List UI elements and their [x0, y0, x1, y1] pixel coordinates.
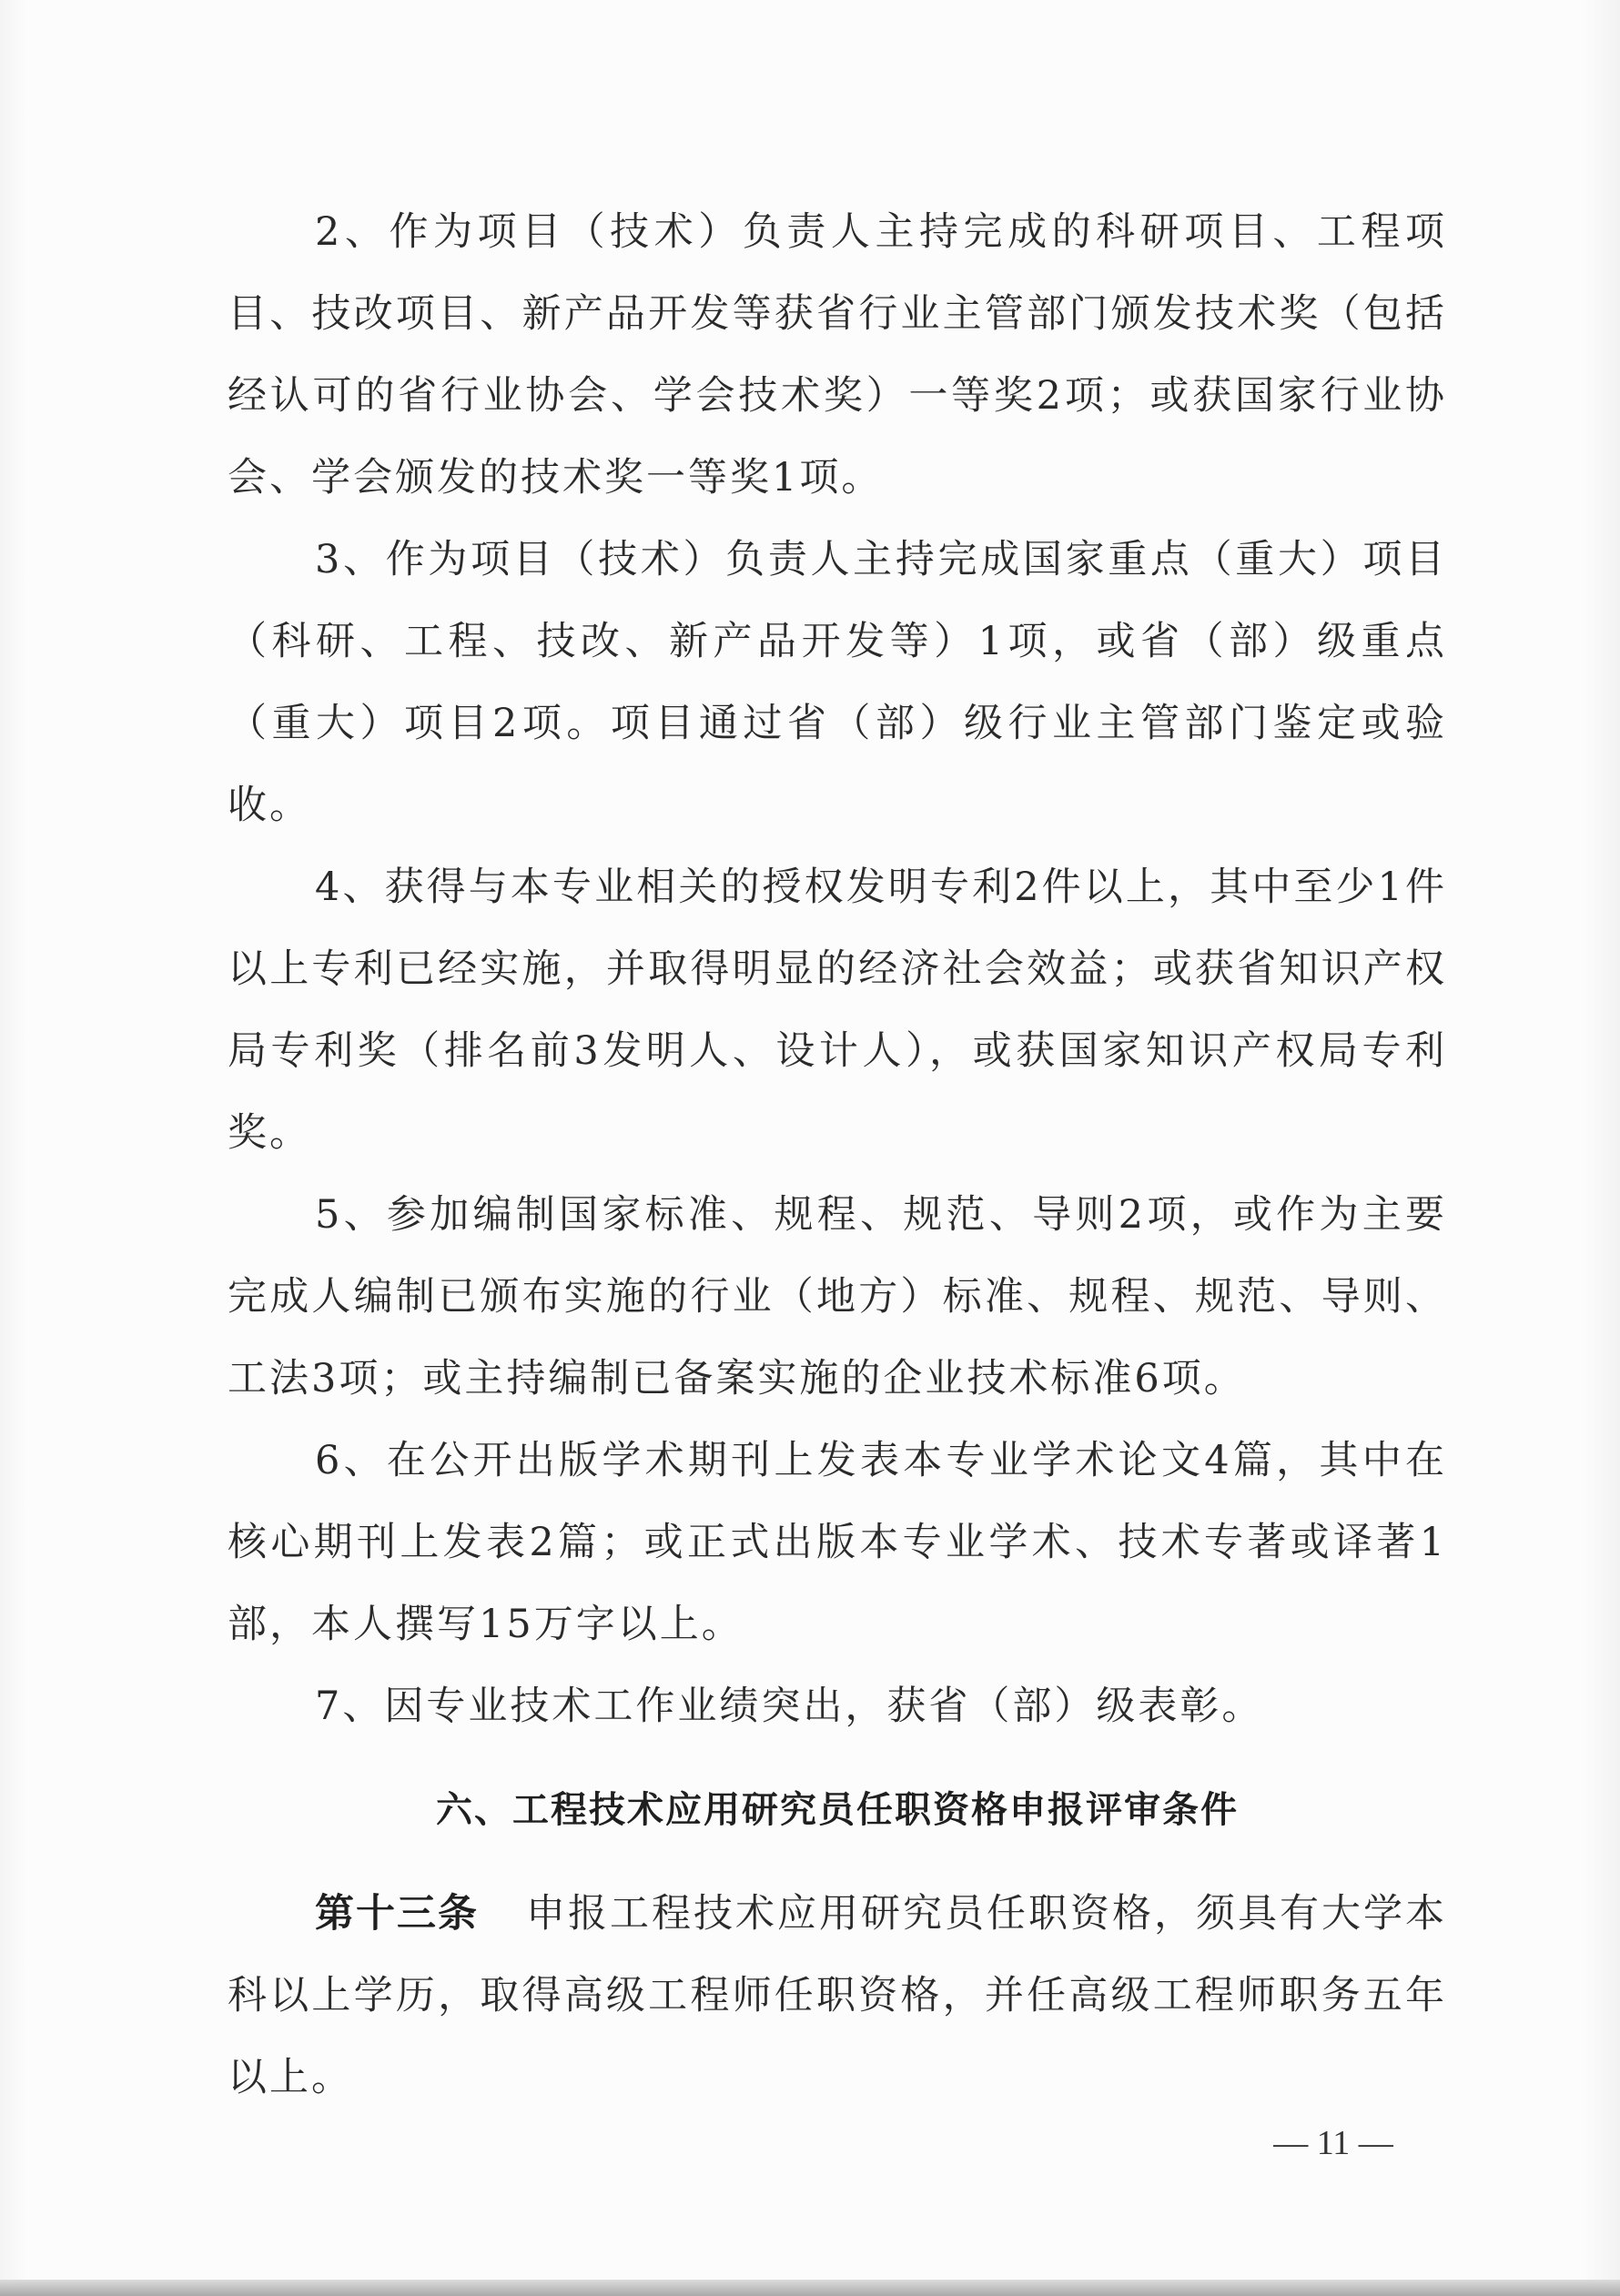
article-label: 第十三条: [315, 1891, 479, 1937]
article-paragraph: [228, 1873, 1447, 2119]
criterion-paragraph-4: 4、获得与本专业相关的授权发明专利2件以上，其中至少1件以上专利已经实施，并取得明显的经济社会效益；或获省知识产权局专利奖（排名前3发明人、设计人），或获国家知识产权局专利奖。: [228, 865, 1447, 1156]
criterion-paragraph-6: 6、在公开出版学术期刊上发表本专业学术论文4篇，其中在核心期刊上发表2篇；或正式出版本专业学术、技术专著或译著1部，本人撰写15万字以上。: [228, 1438, 1447, 1647]
document-body: [228, 191, 1447, 2119]
page-number: — 11 —: [1273, 2124, 1393, 2162]
scan-edge-shadow: [0, 2280, 1620, 2296]
criterion-paragraph-5: 5、参加编制国家标准、规程、规范、导则2项，或作为主要完成人编制已颁布实施的行业（地方）标准、规程、规范、导则、工法3项；或主持编制已备案实施的企业技术标准6项。: [228, 1192, 1447, 1401]
article-text: 申报工程技术应用研究员任职资格，须具有大学本科以上学历，取得高级工程师任职资格，并任高级工程师职务五年以上。: [228, 1891, 1447, 2100]
criterion-paragraph-3: 3、作为项目（技术）负责人主持完成国家重点（重大）项目（科研、工程、技改、新产品开发等）1项，或省（部）级重点（重大）项目2项。项目通过省（部）级行业主管部门鉴定或验收。: [228, 537, 1447, 828]
criterion-paragraph-2: 2、作为项目（技术）负责人主持完成的科研项目、工程项目、技改项目、新产品开发等获省行业主管部门颁发技术奖（包括经认可的省行业协会、学会技术奖）一等奖2项；或获国家行业协会、学会颁发的技术奖一等奖1项。: [228, 209, 1447, 501]
section-heading: 六、工程技术应用研究员任职资格申报评审条件: [436, 1789, 1239, 1831]
criterion-paragraph-7: 7、因专业技术工作业绩突出，获省（部）级表彰。: [315, 1684, 1264, 1729]
